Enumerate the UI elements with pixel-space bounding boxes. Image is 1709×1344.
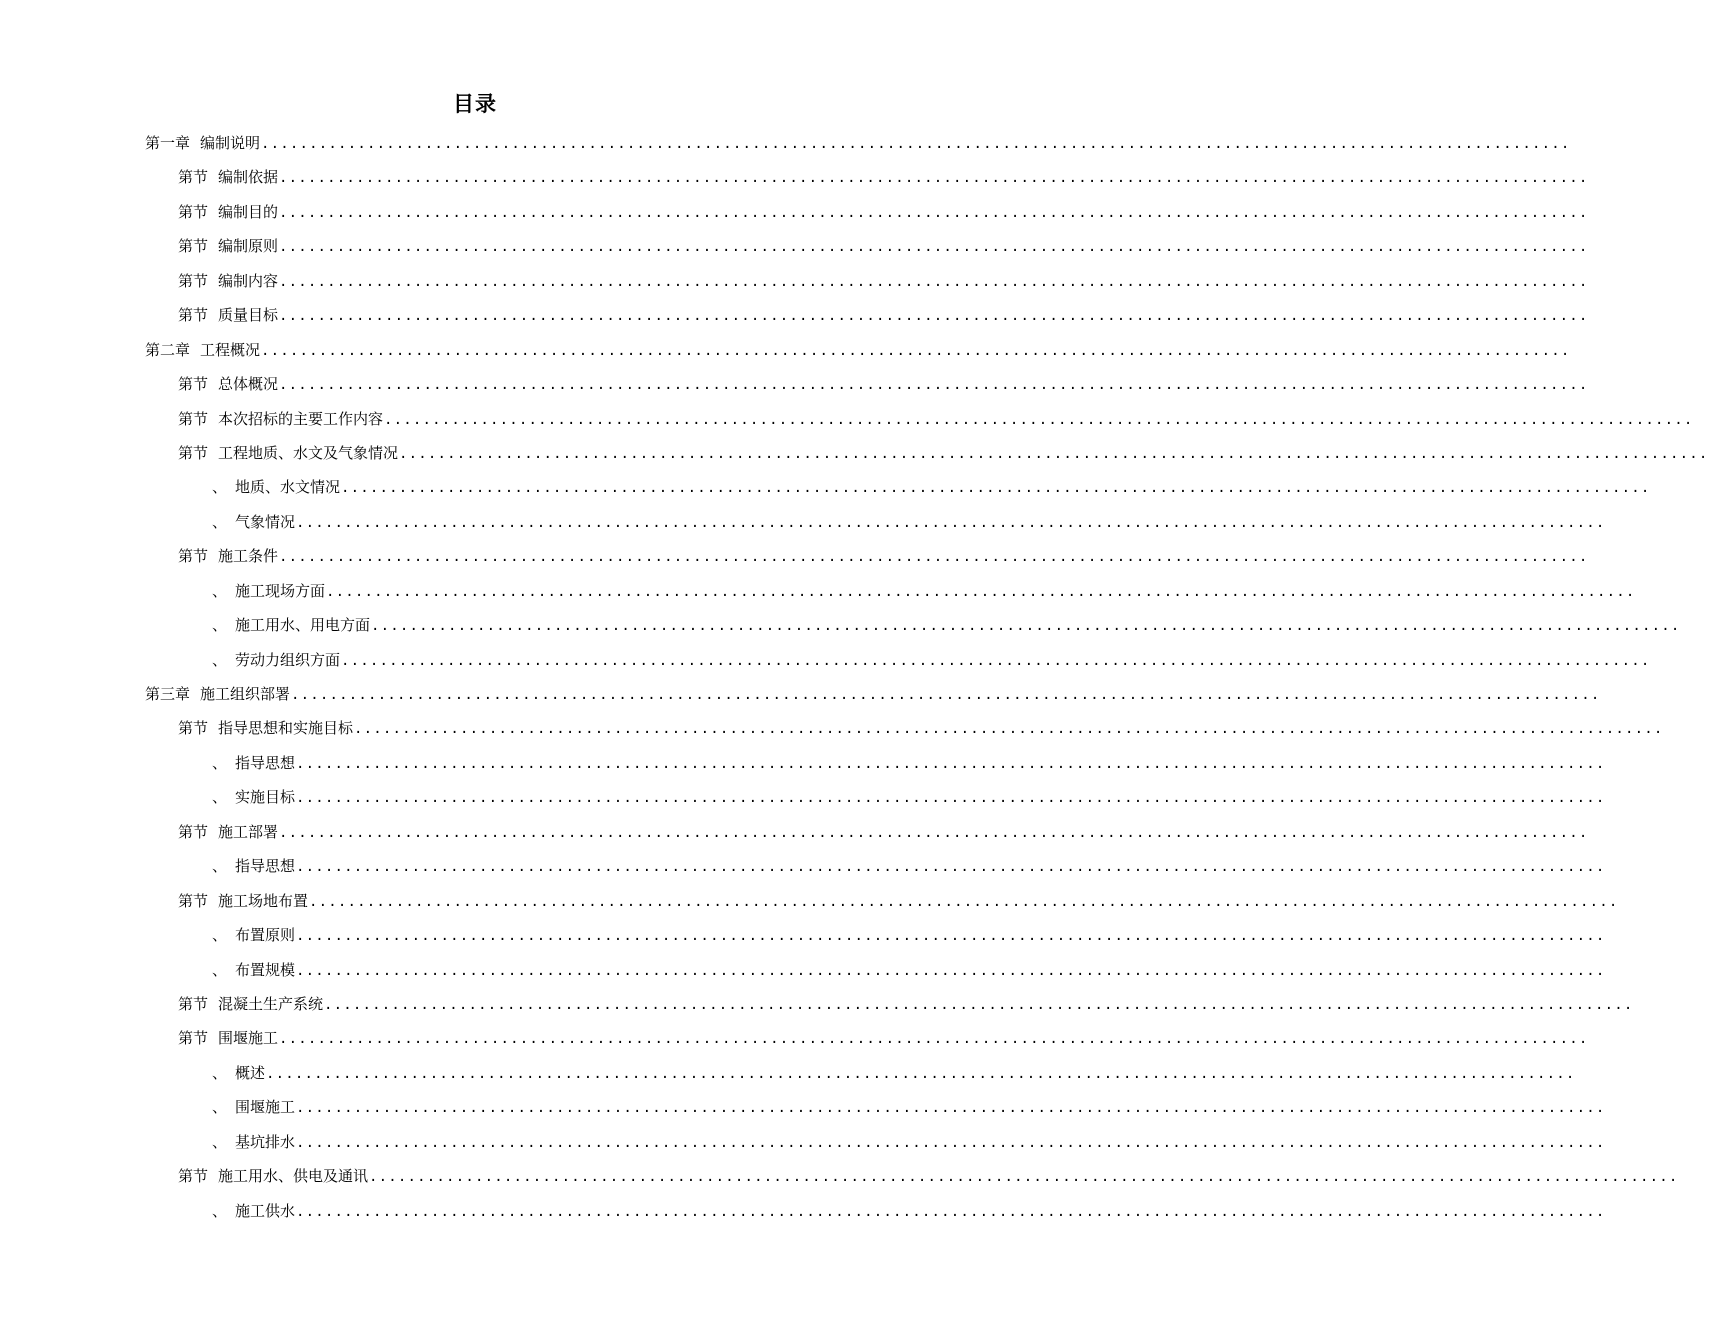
toc-entry-label: 施工现场方面: [235, 581, 326, 600]
toc-entry-label: 指导思想: [235, 753, 296, 772]
toc-dot-leader: ........................................................................................................................................: [296, 928, 1606, 945]
toc-dot-leader: ........................................................................................................................................: [279, 204, 1589, 221]
toc-chapter-entry[interactable]: [145, 682, 1601, 716]
toc-section-entry[interactable]: [145, 820, 1589, 854]
toc-dot-leader: ........................................................................................................................................: [279, 1031, 1589, 1048]
toc-entry-prefix: 、: [212, 478, 228, 497]
toc-section-entry[interactable]: [145, 372, 1589, 406]
toc-entry-label: 编制说明: [200, 134, 261, 152]
toc-entry-prefix: 第节: [178, 271, 209, 290]
toc-subsection-entry[interactable]: [145, 475, 1651, 509]
toc-dot-leader: ........................................................................................................................................: [399, 445, 1709, 462]
toc-entry-prefix: 第一章: [145, 134, 191, 152]
toc-entry-label: 编制内容: [218, 271, 279, 290]
toc-dot-leader: ........................................................................................................................................: [279, 308, 1589, 325]
toc-dot-leader: ........................................................................................................................................: [279, 239, 1589, 256]
toc-entry-label: 指导思想: [235, 857, 296, 876]
toc-entry-label: 指导思想和实施目标: [218, 719, 354, 738]
toc-chapter-entry[interactable]: [145, 338, 1571, 372]
toc-subsection-entry[interactable]: [145, 958, 1606, 992]
toc-entry-label: 围堰施工: [218, 1029, 279, 1048]
toc-dot-leader: ........................................................................................................................................: [279, 549, 1589, 566]
toc-entry-label: 工程地质、水文及气象情况: [218, 443, 399, 462]
toc-entry-prefix: 、: [212, 1132, 228, 1151]
toc-subsection-entry[interactable]: [145, 1199, 1606, 1233]
toc-entry-label: 本次招标的主要工作内容: [218, 409, 384, 428]
toc-section-entry[interactable]: [145, 1164, 1679, 1198]
toc-dot-leader: ........................................................................................................................................: [279, 273, 1589, 290]
toc-entry-prefix: 、: [212, 926, 228, 945]
toc-dot-leader: ........................................................................................................................................: [326, 583, 1636, 600]
toc-dot-leader: ........................................................................................................................................: [309, 893, 1619, 910]
toc-dot-leader: ........................................................................................................................................: [296, 1203, 1606, 1220]
toc-entry-prefix: 第节: [178, 719, 209, 738]
toc-dot-leader: ........................................................................................................................................: [279, 824, 1589, 841]
toc-entry-prefix: 第节: [178, 237, 209, 256]
toc-entry-label: 施工用水、供电及通讯: [218, 1167, 369, 1186]
toc-dot-leader: ........................................................................................................................................: [354, 721, 1664, 738]
toc-entry-label: 编制目的: [218, 202, 279, 221]
toc-entry-label: 质量目标: [218, 306, 279, 325]
toc-entry-prefix: 第三章: [145, 685, 191, 703]
toc-dot-leader: ........................................................................................................................................: [324, 996, 1634, 1013]
toc-entry-prefix: 、: [212, 960, 228, 979]
toc-dot-leader: ........................................................................................................................................: [384, 411, 1694, 428]
toc-subsection-entry[interactable]: [145, 1130, 1606, 1164]
toc-dot-leader: ........................................................................................................................................: [296, 755, 1606, 772]
toc-dot-leader: ........................................................................................................................................: [341, 652, 1651, 669]
toc-entry-label: 施工部署: [218, 822, 279, 841]
toc-entry-prefix: 第节: [178, 1167, 209, 1186]
toc-entry-prefix: 第节: [178, 891, 209, 910]
toc-entry-label: 气象情况: [235, 512, 296, 531]
toc-entry-label: 混凝土生产系统: [218, 994, 324, 1013]
toc-section-entry[interactable]: [145, 234, 1589, 268]
toc-section-entry[interactable]: [145, 992, 1634, 1026]
toc-entry-prefix: 、: [212, 512, 228, 531]
toc-section-entry[interactable]: [145, 544, 1589, 578]
toc-entry-prefix: 、: [212, 581, 228, 600]
toc-chapter-entry[interactable]: [145, 131, 1571, 165]
toc-entry-prefix: 、: [212, 788, 228, 807]
toc-entry-label: 基坑排水: [235, 1132, 296, 1151]
toc-entry-prefix: 、: [212, 753, 228, 772]
toc-entry-label: 施工用水、用电方面: [235, 616, 371, 635]
toc-section-entry[interactable]: [145, 165, 1589, 199]
toc-entry-prefix: 第节: [178, 409, 209, 428]
toc-entry-prefix: 第节: [178, 202, 209, 221]
toc-entry-prefix: 、: [212, 1063, 228, 1082]
toc-dot-leader: ........................................................................................................................................: [341, 480, 1651, 497]
toc-dot-leader: ........................................................................................................................................: [261, 342, 1571, 359]
toc-entry-label: 施工组织部署: [200, 685, 291, 703]
toc-entry-label: 劳动力组织方面: [235, 650, 341, 669]
toc-subsection-entry[interactable]: [145, 579, 1636, 613]
toc-entry-prefix: 第节: [178, 168, 209, 187]
toc-dot-leader: ........................................................................................................................................: [279, 377, 1589, 394]
toc-section-entry[interactable]: [145, 269, 1589, 303]
toc-entry-label: 工程概况: [200, 340, 261, 359]
toc-dot-leader: ........................................................................................................................................: [291, 687, 1601, 703]
toc-dot-leader: ........................................................................................................................................: [296, 1134, 1606, 1151]
toc-entry-label: 施工供水: [235, 1201, 296, 1220]
toc-entry-prefix: 、: [212, 650, 228, 669]
toc-section-entry[interactable]: [145, 441, 1709, 475]
toc-section-entry[interactable]: [145, 889, 1619, 923]
toc-section-entry[interactable]: [145, 1026, 1589, 1060]
toc-subsection-entry[interactable]: [145, 854, 1606, 888]
toc-entry-prefix: 第节: [178, 443, 209, 462]
toc-entry-prefix: 、: [212, 1201, 228, 1220]
toc-entry-prefix: 第节: [178, 822, 209, 841]
toc-section-entry[interactable]: [145, 716, 1664, 750]
toc-entry-prefix: 第节: [178, 1029, 209, 1048]
toc-entry-prefix: 第二章: [145, 340, 191, 359]
toc-dot-leader: ........................................................................................................................................: [371, 618, 1681, 635]
toc-subsection-entry[interactable]: [145, 785, 1606, 819]
toc-dot-leader: ........................................................................................................................................: [296, 962, 1606, 979]
toc-dot-leader: ........................................................................................................................................: [261, 136, 1571, 152]
toc-dot-leader: ........................................................................................................................................: [296, 859, 1606, 876]
toc-dot-leader: ........................................................................................................................................: [296, 790, 1606, 807]
toc-subsection-entry[interactable]: [145, 510, 1606, 544]
toc-subsection-entry[interactable]: [145, 751, 1606, 785]
toc-subsection-entry[interactable]: [145, 648, 1651, 682]
toc-entry-label: 地质、水文情况: [235, 478, 341, 497]
toc-subsection-entry[interactable]: [145, 613, 1681, 647]
toc-entry-label: 围堰施工: [235, 1098, 296, 1117]
toc-subsection-entry[interactable]: [145, 923, 1606, 957]
table-of-contents: [145, 131, 1709, 1233]
toc-subsection-entry[interactable]: [145, 1061, 1576, 1095]
toc-entry-label: 施工条件: [218, 547, 279, 566]
toc-entry-label: 施工场地布置: [218, 891, 309, 910]
toc-dot-leader: ........................................................................................................................................: [266, 1065, 1576, 1082]
toc-entry-prefix: 第节: [178, 375, 209, 394]
toc-entry-label: 编制依据: [218, 168, 279, 187]
toc-entry-label: 概述: [235, 1063, 266, 1082]
toc-entry-prefix: 、: [212, 616, 228, 635]
toc-entry-label: 编制原则: [218, 237, 279, 256]
toc-dot-leader: ........................................................................................................................................: [369, 1169, 1679, 1186]
toc-entry-prefix: 第节: [178, 306, 209, 325]
toc-section-entry[interactable]: [145, 407, 1694, 441]
toc-entry-prefix: 第节: [178, 547, 209, 566]
toc-dot-leader: ........................................................................................................................................: [296, 514, 1606, 531]
toc-section-entry[interactable]: [145, 200, 1589, 234]
toc-section-entry[interactable]: [145, 303, 1589, 337]
toc-entry-prefix: 第节: [178, 994, 209, 1013]
toc-entry-prefix: 、: [212, 857, 228, 876]
toc-dot-leader: ........................................................................................................................................: [296, 1100, 1606, 1117]
toc-dot-leader: ........................................................................................................................................: [279, 170, 1589, 187]
page-title: 目录: [453, 92, 497, 116]
toc-entry-label: 布置原则: [235, 926, 296, 945]
toc-entry-label: 总体概况: [218, 375, 279, 394]
toc-subsection-entry[interactable]: [145, 1095, 1606, 1129]
toc-entry-prefix: 、: [212, 1098, 228, 1117]
toc-entry-label: 实施目标: [235, 788, 296, 807]
toc-entry-label: 布置规模: [235, 960, 296, 979]
